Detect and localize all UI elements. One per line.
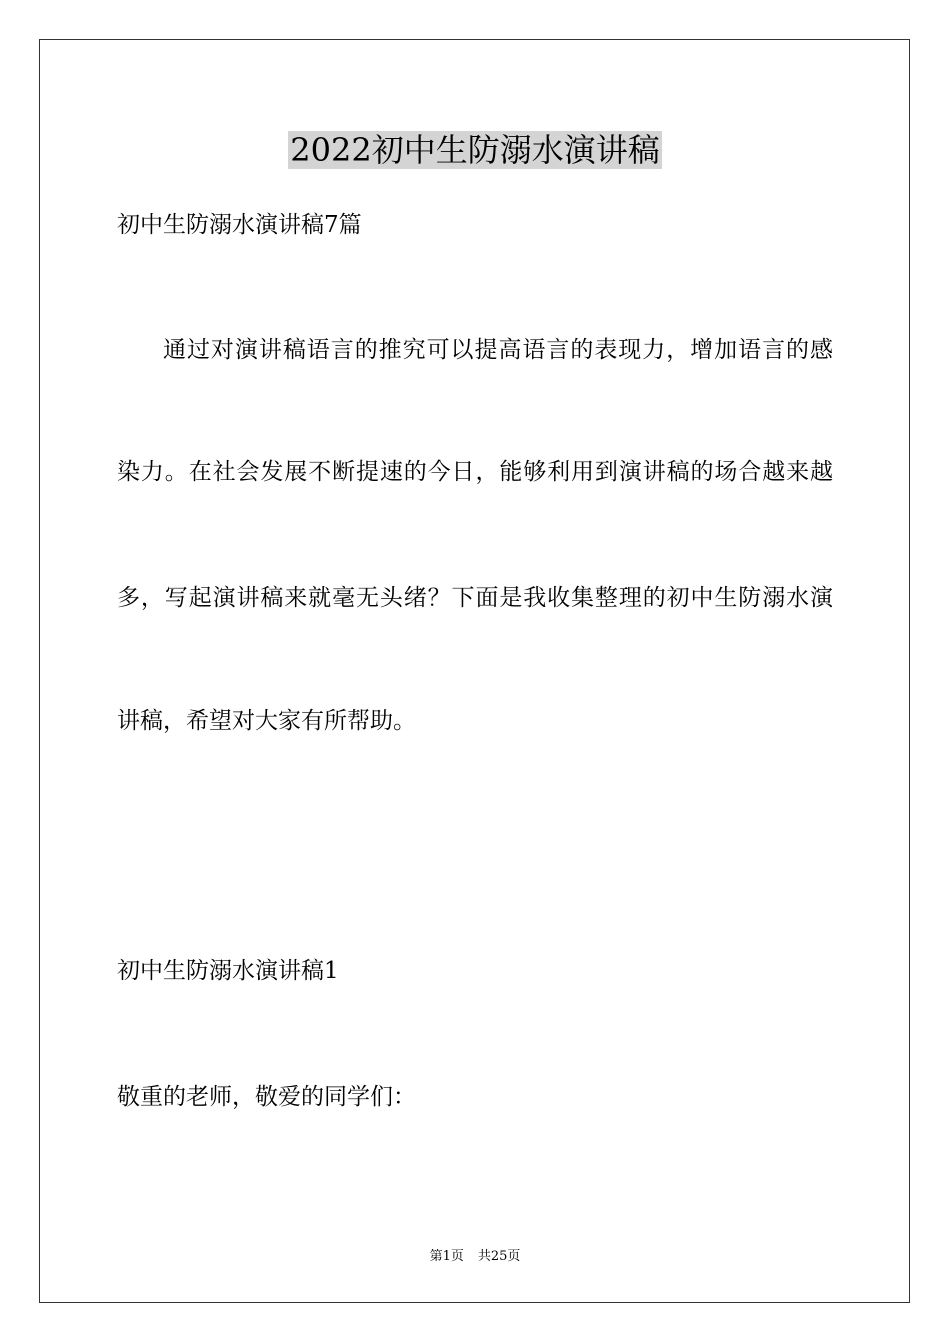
page-footer (0, 1247, 950, 1267)
document-title-text: 2022初中生防溺水演讲稿 (290, 131, 660, 169)
document-title (0, 128, 950, 172)
document-subtitle: 初中生防溺水演讲稿7篇 (117, 212, 362, 238)
intro-line-2: 染力。在社会发展不断提速的今日，能够利用到演讲稿的场合越来越 (117, 459, 833, 485)
intro-line-3: 多，写起演讲稿来就毫无头绪？下面是我收集整理的初中生防溺水演 (117, 585, 833, 611)
intro-line-1: 通过对演讲稿语言的推究可以提高语言的表现力，增加语言的感 (163, 337, 833, 363)
intro-line-4: 讲稿，希望对大家有所帮助。 (117, 708, 416, 734)
total-pages: 共25页 (477, 1249, 521, 1264)
page-number: 第1页 (429, 1249, 464, 1264)
section-heading: 初中生防溺水演讲稿1 (117, 958, 339, 984)
salutation: 敬重的老师，敬爱的同学们： (117, 1084, 416, 1110)
